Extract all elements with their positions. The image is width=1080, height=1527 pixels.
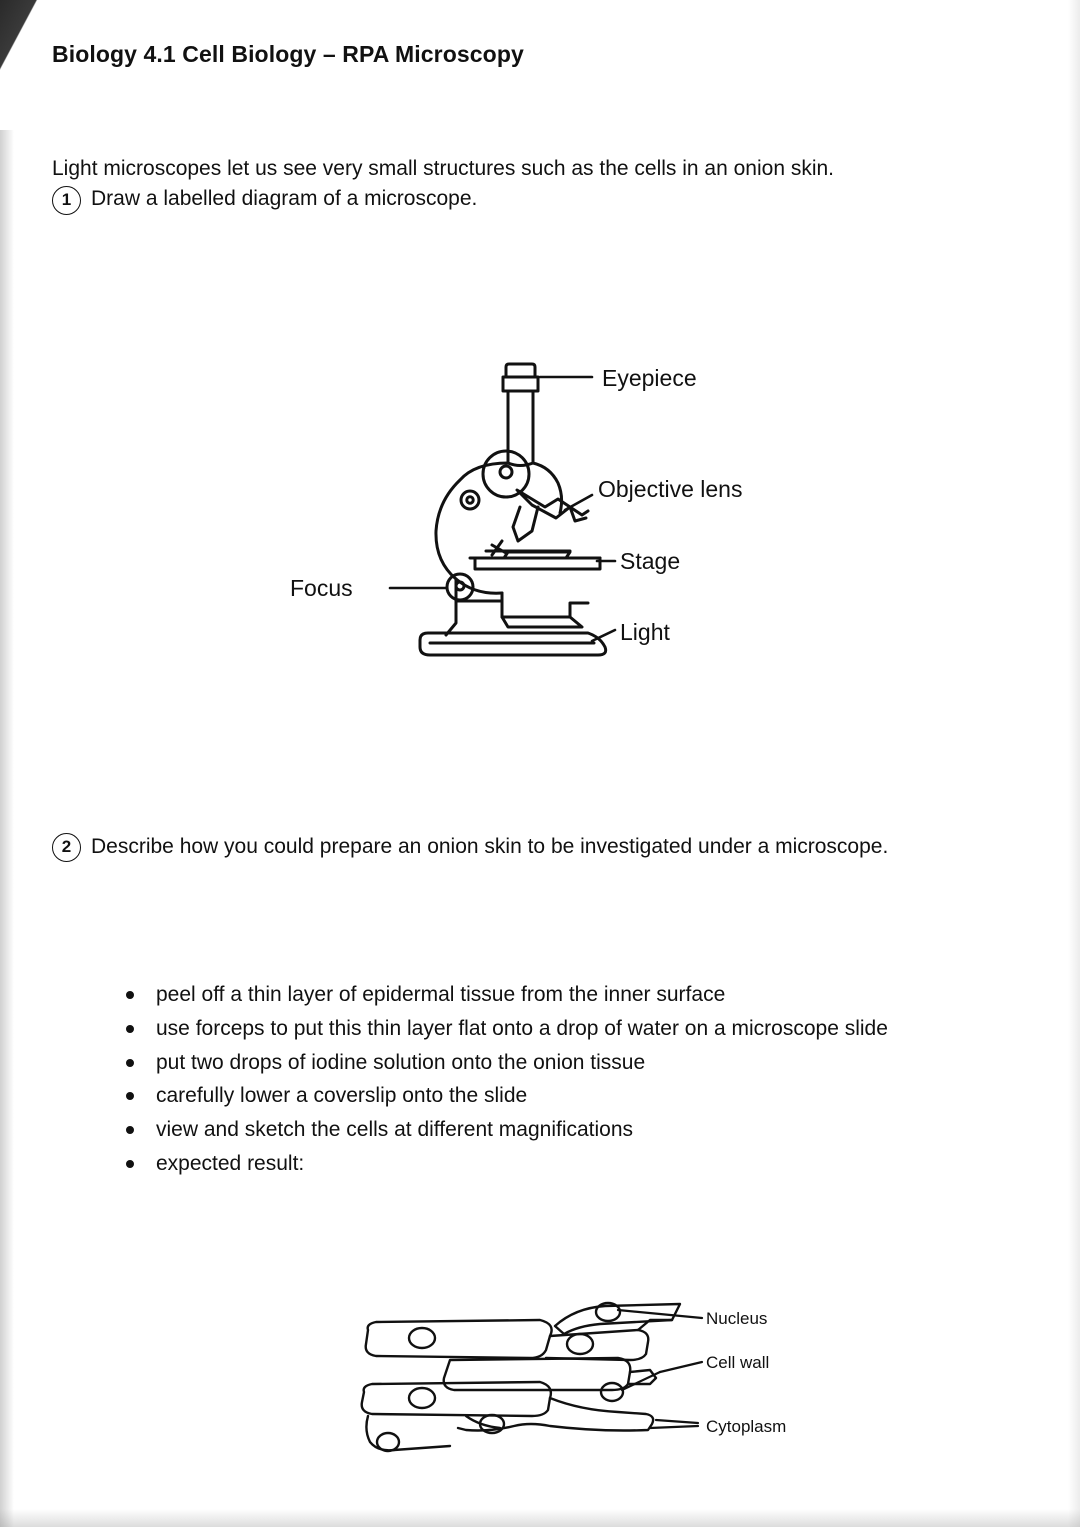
answer-bullet-list [120,980,1040,1183]
microscope-diagram [270,355,830,685]
label-light: Light [620,619,670,645]
question-2-text: Describe how you could prepare an onion skin to be investigated under a microscope. [91,835,889,858]
list-item: view and sketch the cells at different magnifications [120,1115,1040,1145]
question-1 [52,186,477,215]
intro-paragraph: Light microscopes let us see very small structures such as the cells in an onion skin. [52,157,835,180]
label-cytoplasm: Cytoplasm [706,1417,787,1436]
list-item: peel off a thin layer of epidermal tissue from the inner surface [120,980,1040,1010]
question-2-number: 2 [52,833,81,862]
label-eyepiece: Eyepiece [602,365,697,391]
onion-cells-diagram [350,1280,870,1480]
list-item: use forceps to put this thin layer flat onto a drop of water on a microscope slide [120,1014,1040,1044]
question-1-text: Draw a labelled diagram of a microscope. [91,187,478,210]
label-nucleus: Nucleus [706,1309,768,1328]
question-2 [52,832,972,862]
label-cell-wall: Cell wall [706,1353,770,1372]
label-objective-lens: Objective lens [598,476,743,502]
page-edge-shadow-left [0,0,14,1527]
question-1-number: 1 [52,186,81,215]
list-item: carefully lower a coverslip onto the slide [120,1081,1040,1111]
page-title: Biology 4.1 Cell Biology – RPA Microscopy [52,41,524,68]
list-item: put two drops of iodine solution onto the onion tissue [120,1048,1040,1078]
page-edge-shadow-bottom [0,1509,1080,1527]
page-corner-fold [0,0,60,130]
label-focus: Focus [290,575,353,601]
label-stage: Stage [620,548,681,574]
page-edge-shadow-right [1068,0,1080,1527]
list-item: expected result: [120,1149,1040,1179]
